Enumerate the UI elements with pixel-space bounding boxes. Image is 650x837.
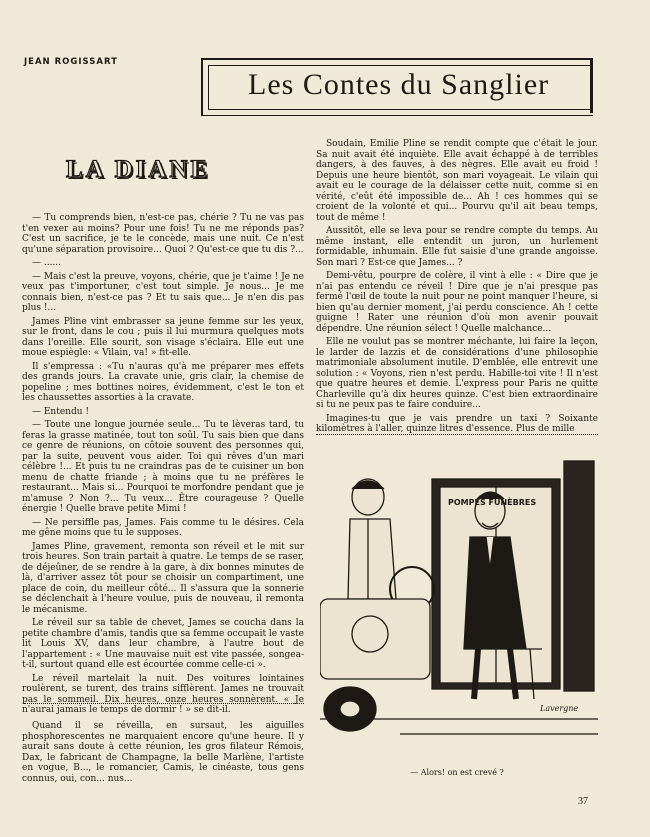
- author-name: JEAN ROGISSART: [24, 57, 118, 67]
- paragraph: Elle ne voulut pas se montrer méchante, lui faire la leçon, le larder de lazzis et de considérations d'une philosophie matrimoniale absolument inutile. D'emblée, elle entrevit une solution : « Voyons, rien n'est perdu. Habille-toi vite ! Il n'est que quatre heures et demie. L'express pour Paris ne quitte Charleville qu'à dix heures quinze. C'est bien extraordinaire si tu ne peux pas te faire conduire...: [316, 337, 598, 410]
- dotted-divider: [24, 703, 304, 708]
- paragraph: Demi-vêtu, pourpre de colère, il vint à elle : « Dire que je n'ai pas entendu ce réveil ! Dire que je n'ai presque pas fermé l'œil de toute la nuit pour ne point manquer l'heure, si bien qu'au dernier moment, j'ai perdu conscience. Ah ! cette guigne ! Rater une réunion d'où mon avenir pouvait dépendre. Une réunion sélect ! Quelle malchance...: [316, 271, 598, 334]
- paragraph: — Entendu !: [32, 406, 90, 417]
- dotted-divider: [316, 434, 598, 435]
- paragraph: — Mais c'est la preuve, voyons, chérie, que je t'aime ! Je ne veux pas t'importuner, c'est tout simple. Je nous... Je me connais bien, n'est-ce pas ? Et tu sais que... Je n'en dis pas plus !...: [22, 271, 304, 313]
- paragraph: — Tu comprends bien, n'est-ce pas, chérie ? Tu ne vas pas t'en vexer au moins? Pour une fois! Tu ne me réponds pas? C'est un sacrifice, je te le concède, mais une nuit. Ce n'est qu'une séparation provisoire... Quoi ? Qu'est-ce que tu dis ?...: [22, 213, 304, 255]
- paragraph: Le réveil martelait la nuit. Des voitures lointaines roulèrent, se turent, des trains sifflèrent. James ne trouvait pas le sommeil. Dix heures, onze heures sonnèrent. « Je n'aurai jamais le temps de dormir ! » se dit-il.: [22, 673, 304, 715]
- page-number: 37: [578, 796, 588, 807]
- cartoon-illustration: [320, 449, 598, 749]
- paragraph: Imagines-tu que je vais prendre un taxi ? Soixante kilomètres à l'aller, quinze litres d'essence. Plus de mille: [316, 413, 598, 434]
- paragraph: — ......: [32, 258, 62, 268]
- paragraph: Quand il se réveilla, en sursaut, les aiguilles phosphorescentes ne marquaient encore qu'une heure. Il y aurait sans doute à cette réunion, les gros filateur Rémois, Dax, le fabricant de Champagne, la belle Marlène, l'artiste en vogue, B..., le romancier, Camis, le cinéaste, tous gens connus, oui, con... nus...: [22, 721, 304, 784]
- paragraph: James Pline, gravement, remonta son réveil et le mit sur trois heures. Son train partait à quatre. Le temps de se raser, de déjeûner, de se rendre à la gare, à dix bonnes minutes de là, d'arriver assez tôt pour se choisir un compartiment, une place de coin, du meilleur côté... Il s'assura que la sonnerie se déclenchait à l'heure voulue, puis de nouveau, il remonta le mécanisme.: [22, 541, 304, 615]
- paragraph: — Ne persiffle pas, James. Fais comme tu le désires. Cela me gêne moins que tu le supposes.: [22, 517, 304, 538]
- paragraph: — Toute une longue journée seule... Tu te lèveras tard, tu feras la grasse matinée, tout ton soûl. Tu sais bien que dans ce genre de réunions, on côtoie souvent des personnes qui, par la suite, peuvent vous aider. Toi qui rêves d'un mari célèbre !... Et puis tu ne craindras pas de te cuisiner un bon menu de chatte friande ; à moins que tu ne préfères le restaurant... Mais si... Pourquoi te morfondre pendant que je m'amuse ? Non ?... Tu veux... Être courageuse ? Quelle énergie ! Quelle brave petite Mimi !: [22, 420, 304, 514]
- paragraph: James Pline vint embrasser sa jeune femme sur les yeux, sur le front, dans le cou ; puis il lui murmura quelques mots dans l'oreille. Elle sourit, son visage s'éclaira. Elle eut une moue espiègle: « Vilain, va! » fit-elle.: [22, 316, 304, 358]
- left-column: [22, 213, 304, 719]
- paragraph: Le réveil sur sa table de chevet, James se coucha dans la petite chambre d'amis, tandis que sa femme occupait le vaste lit Louis XV, dans leur chambre, à l'autre bout de l'appartement : « Une mauvaise nuit est vite passée, songea-t-il, surtout quand elle est écourtée comme celle-ci ».: [22, 618, 304, 670]
- paragraph: Aussitôt, elle se leva pour se rendre compte du temps. Au même instant, elle entendit un juron, un hurlement formidable, inhumain. Elle fut saisie d'une grande angoisse. Son mari ? Est-ce que James... ?: [316, 226, 598, 268]
- paragraph: Il s'empressa : «Tu n'auras qu'à me préparer mes effets des grands jours. La cravate unie, gris clair, la chemise de popeline ; mes bottines noires, évidemment, c'est le ton et les chaussettes assorties à la cravate.: [22, 361, 304, 403]
- series-title: Les Contes du Sanglier: [248, 68, 550, 101]
- artist-signature: Lavergne: [540, 704, 579, 713]
- right-column: [316, 139, 598, 438]
- paragraph: Soudain, Emilie Pline se rendit compte que c'était le jour. Sa nuit avait été inquiète. Elle avait échappé à de terribles dangers, à des fauves, à des nègres. Elle avait eu froid ! Depuis une heure bientôt, son mari voyageait. Le vilain qui avait eu le courage de la délaisser cette nuit, comme si en vérité, c'eût été impossible de... Ah ! ces hommes qui se croient de la volonté et qui... Pourvu qu'il ait beau temps, tout de même !: [316, 139, 598, 223]
- story-title: LA DIANE: [66, 156, 211, 183]
- illustration-caption: — Alors! on est crevé ?: [410, 768, 504, 777]
- shop-sign-text: POMPES FUNÈBRES: [448, 498, 537, 507]
- left-column-end: [22, 721, 304, 787]
